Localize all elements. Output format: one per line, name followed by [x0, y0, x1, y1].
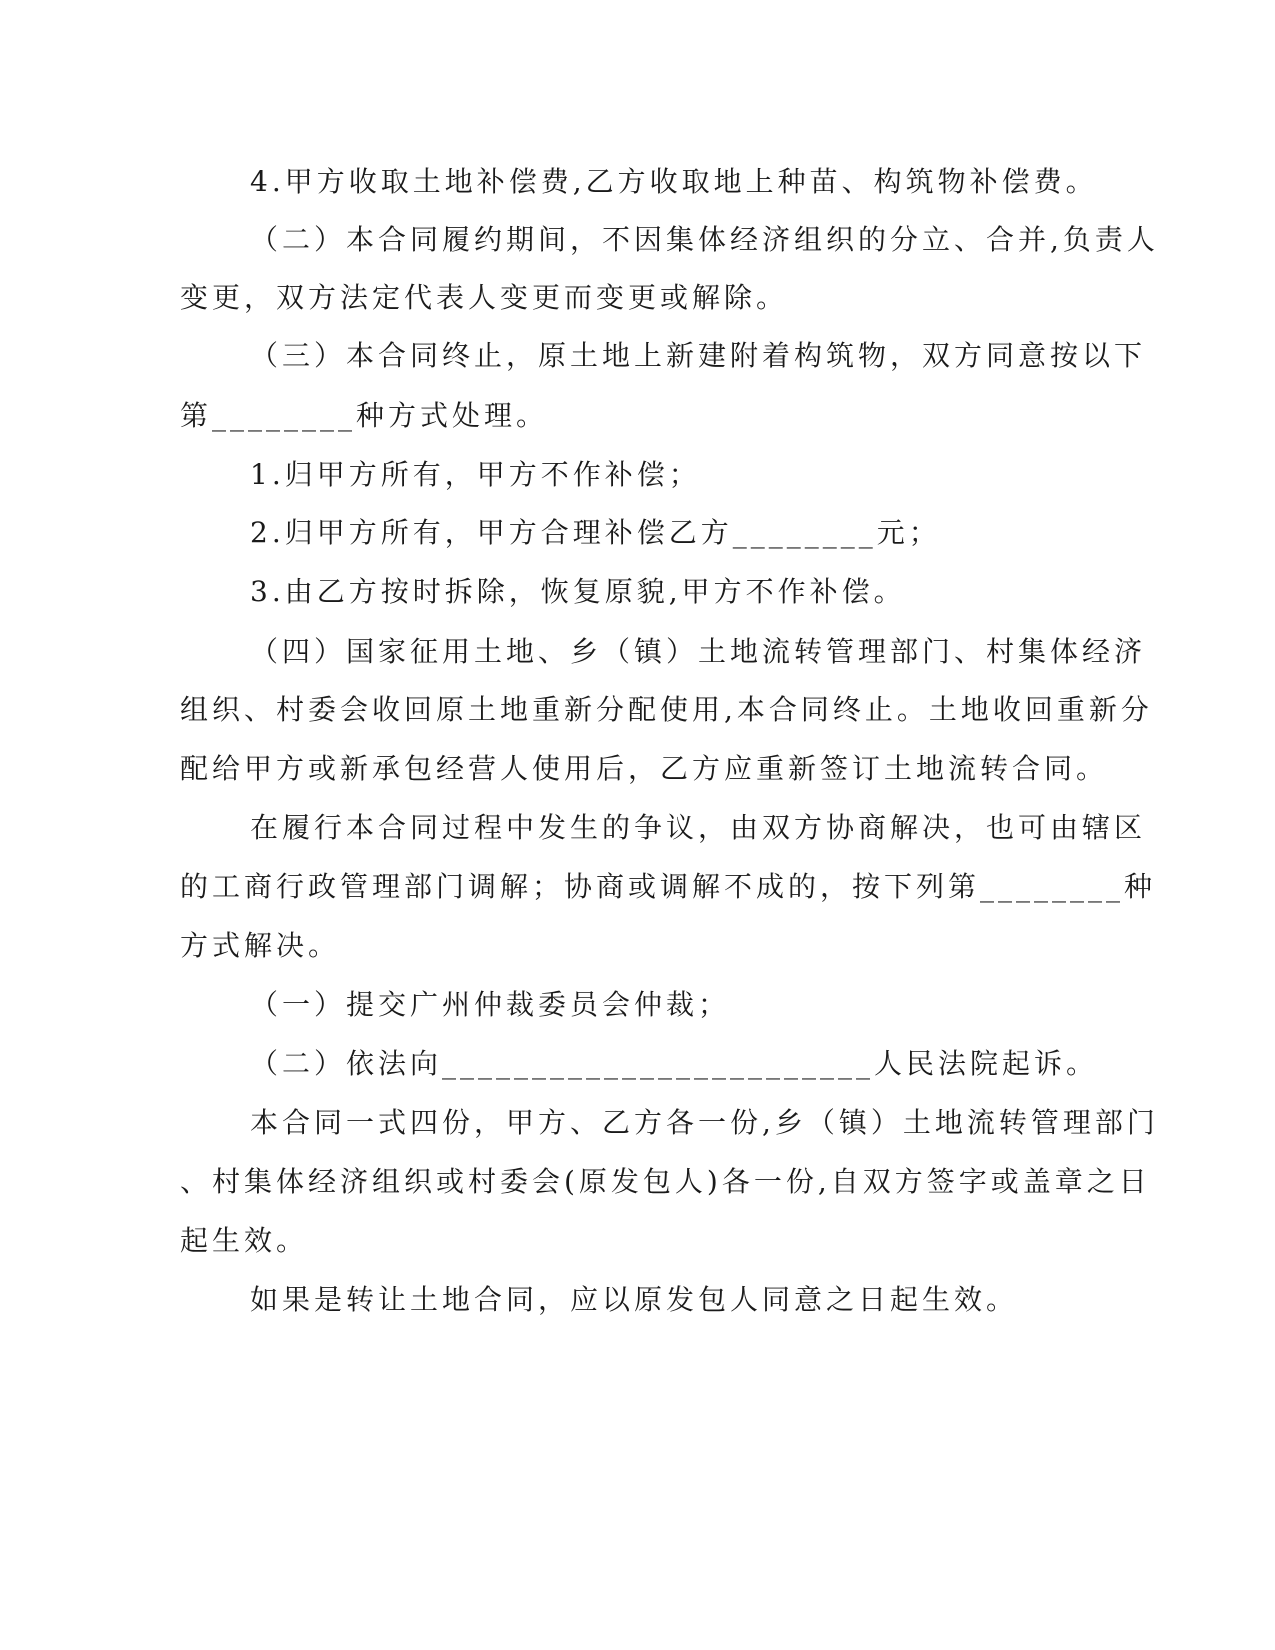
- paragraph-4-line-2: 组织、村委会收回原土地重新分配使用,本合同终止。土地收回重新分: [180, 693, 1153, 726]
- paragraph-4-line-3: 配给甲方或新承包经营人使用后，乙方应重新签订土地流转合同。: [180, 752, 1109, 785]
- copies-line-2: 、村集体经济组织或村委会(原发包人)各一份,自双方签字或盖章之日: [180, 1165, 1151, 1198]
- dispute-option-court: （二）依法向________________________人民法院起诉。: [250, 1047, 1099, 1080]
- option-2: 2.归甲方所有，甲方合理补偿乙方________元；: [250, 516, 941, 549]
- transfer-effective-line: 如果是转让土地合同，应以原发包人同意之日起生效。: [250, 1283, 1019, 1316]
- dispute-option-arbitration: （一）提交广州仲裁委员会仲裁；: [250, 988, 731, 1021]
- copies-line-3: 起生效。: [180, 1224, 309, 1257]
- dispute-line-2: 的工商行政管理部门调解；协商或调解不成的，按下列第________种: [180, 870, 1157, 903]
- dispute-line-1: 在履行本合同过程中发生的争议，由双方协商解决，也可由辖区: [250, 811, 1147, 844]
- clause-4-compensation: 4.甲方收取土地补偿费,乙方收取地上种苗、构筑物补偿费。: [250, 165, 1098, 198]
- copies-line-1: 本合同一式四份，甲方、乙方各一份,乡（镇）土地流转管理部门: [250, 1106, 1159, 1139]
- paragraph-3-line-1: （三）本合同终止，原土地上新建附着构筑物，双方同意按以下: [250, 339, 1147, 372]
- paragraph-4-line-1: （四）国家征用土地、乡（镇）土地流转管理部门、村集体经济: [250, 635, 1147, 668]
- paragraph-2-line-1: （二）本合同履约期间，不因集体经济组织的分立、合并,负责人: [250, 223, 1159, 256]
- option-1: 1.归甲方所有，甲方不作补偿；: [250, 458, 701, 491]
- paragraph-2-line-2: 变更，双方法定代表人变更而变更或解除。: [180, 281, 789, 314]
- dispute-line-3: 方式解决。: [180, 929, 341, 962]
- option-3: 3.由乙方按时拆除，恢复原貌,甲方不作补偿。: [250, 575, 906, 608]
- paragraph-3-line-2: 第________种方式处理。: [180, 399, 549, 432]
